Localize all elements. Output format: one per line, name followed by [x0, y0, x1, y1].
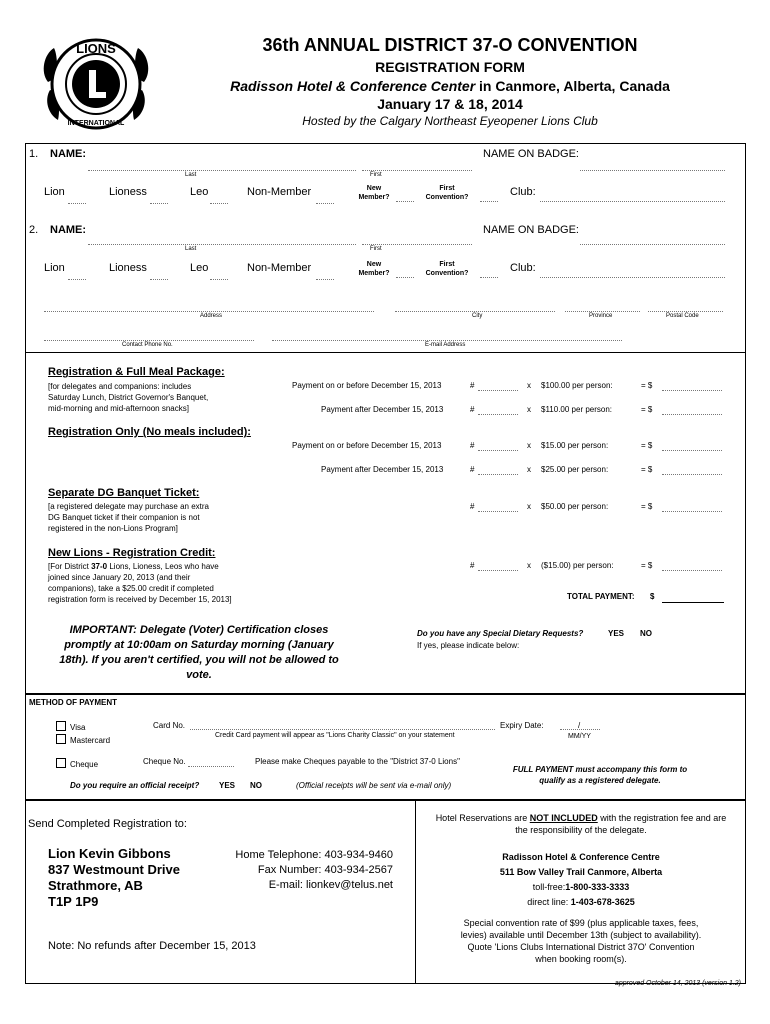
venue-location: in Canmore, Alberta, Canada [475, 78, 670, 94]
times: x [527, 561, 531, 570]
payment-title: METHOD OF PAYMENT [29, 698, 118, 707]
mastercard-option[interactable]: Mastercard [56, 734, 110, 745]
send-city: Strathmore, AB [48, 878, 143, 893]
new-lions-desc: [For District 37-0 Lions, Lioness, Leos who have joined since January 20, 2013 (and their companions), take a $25.00 credit if completed registration form is received by December 15, 2013] [48, 562, 232, 604]
full-meal-desc: [for delegates and companions: includes Saturday Lunch, District Governor's Banquet, mid-morning and mid-afternoon snacks] [48, 382, 209, 413]
dg-amount[interactable] [662, 511, 722, 512]
last-caption: Last [185, 246, 197, 252]
email-caption: E-mail Address [425, 342, 466, 348]
new-member-field[interactable] [396, 201, 414, 202]
reg-after-amount[interactable] [662, 474, 722, 475]
equals: = $ [641, 465, 653, 474]
new-lions-amount[interactable] [662, 570, 722, 571]
name-label: NAME: [50, 148, 87, 160]
dietary-no[interactable]: NO [640, 629, 652, 638]
cheque-option[interactable]: Cheque [56, 758, 98, 769]
lion-field[interactable] [68, 203, 86, 204]
new-lions-price: ($15.00) per person: [541, 561, 614, 570]
cheque-note: Please make Cheques payable to the "District 37-0 Lions" [255, 757, 460, 766]
first-name-field[interactable] [362, 170, 472, 171]
new-lions-qty[interactable] [478, 570, 518, 571]
full-after-qty[interactable] [478, 414, 518, 415]
receipt-note: (Official receipts will be sent via e-mail only) [296, 781, 452, 790]
full-after-label: Payment after December 15, 2013 [321, 405, 444, 414]
nonmember-option: Non-Member [247, 186, 312, 198]
expiry-label: Expiry Date: [500, 721, 544, 730]
venue-name: Radisson Hotel & Conference Center [230, 78, 476, 94]
lioness-option: Lioness [109, 186, 147, 198]
hash: # [470, 465, 475, 474]
full-after-price: $110.00 per person: [541, 405, 613, 414]
lion-field[interactable] [68, 279, 86, 280]
approval-footer: approved October 14, 2013 (version 1.2) [614, 980, 741, 987]
reg-after-label: Payment after December 15, 2013 [321, 465, 444, 474]
dietary-question: Do you have any Special Dietary Requests? [417, 629, 584, 638]
reg-after-qty[interactable] [478, 474, 518, 475]
hotel-direct: 1-403-678-3625 [570, 897, 635, 907]
lioness-option: Lioness [109, 262, 147, 274]
full-payment-note: FULL PAYMENT must accompany this form to qualify as a registered delegate. [512, 765, 688, 785]
visa-checkbox[interactable] [56, 721, 66, 731]
attendee-number: 2. [29, 224, 39, 236]
address-caption: Address [200, 313, 223, 319]
lion-option: Lion [44, 262, 65, 274]
send-name: Lion Kevin Gibbons [48, 846, 171, 861]
hash: # [470, 502, 475, 511]
dg-qty[interactable] [478, 511, 518, 512]
contact-phone-field[interactable] [44, 340, 254, 341]
send-label: Send Completed Registration to: [28, 818, 187, 830]
new-member-label: New Member? [358, 261, 390, 277]
receipt-yes[interactable]: YES [219, 781, 236, 790]
page-title: 36th ANNUAL DISTRICT 37-O CONVENTION [262, 35, 638, 55]
full-before-qty[interactable] [478, 390, 518, 391]
venue-line [170, 78, 730, 94]
full-before-price: $100.00 per person: [541, 381, 613, 390]
first-convention-label: First Convention? [425, 185, 469, 201]
first-convention-field[interactable] [480, 201, 498, 202]
nonmember-option: Non-Member [247, 262, 312, 274]
club-label: Club: [510, 262, 536, 274]
receipt-no[interactable]: NO [250, 781, 262, 790]
svg-text:LIONS: LIONS [76, 41, 116, 56]
first-name-field[interactable] [362, 244, 472, 245]
cheque-no-field[interactable] [188, 766, 234, 767]
cheque-checkbox[interactable] [56, 758, 66, 768]
new-member-label: New Member? [358, 185, 390, 201]
first-convention-label: First Convention? [425, 261, 469, 277]
reg-after-price: $25.00 per person: [541, 465, 609, 474]
new-lions-title: New Lions - Registration Credit: [48, 547, 216, 559]
expiry-slash: / [578, 721, 581, 730]
hash: # [470, 381, 475, 390]
new-member-field[interactable] [396, 277, 414, 278]
card-no-field[interactable] [190, 729, 495, 730]
card-no-label: Card No. [153, 721, 186, 730]
email-field[interactable] [272, 340, 622, 341]
send-street: 837 Westmount Drive [48, 862, 180, 877]
equals: = $ [641, 405, 653, 414]
mmyy-caption: MM/YY [568, 733, 591, 740]
badge-name-field[interactable] [580, 170, 725, 171]
svg-text:INTERNATIONAL: INTERNATIONAL [67, 120, 125, 127]
full-meal-title: Registration & Full Meal Package: [48, 366, 225, 378]
hotel-name: Radisson Hotel & Conference Centre [502, 852, 660, 862]
equals: = $ [641, 561, 653, 570]
address-field[interactable] [44, 311, 374, 312]
receipt-question: Do you require an official receipt? [70, 781, 200, 790]
province-field[interactable] [565, 311, 640, 312]
postal-code-caption: Postal Code [666, 313, 699, 319]
hotel-contact: Radisson Hotel & Conference Centre 511 Bow Valley Trail Canmore, Alberta toll-free:1-800-333-3333 direct line: 1-403-678-3625 [499, 852, 663, 907]
email-address: E-mail: lionkev@telus.net [268, 879, 393, 891]
first-caption: First [370, 246, 382, 252]
lioness-field[interactable] [150, 279, 168, 280]
leo-option: Leo [190, 262, 209, 274]
name-label: NAME: [50, 224, 87, 236]
total-payment-label: TOTAL PAYMENT: [567, 592, 635, 601]
reg-before-price: $15.00 per person: [541, 441, 609, 450]
full-before-label: Payment on or before December 15, 2013 [292, 381, 442, 390]
full-after-amount[interactable] [662, 414, 722, 415]
first-caption: First [370, 172, 382, 178]
club-label: Club: [510, 186, 536, 198]
hosted-by: Hosted by the Calgary Northeast Eyeopener Lions Club [302, 114, 598, 128]
home-telephone: Home Telephone: 403-934-9460 [235, 849, 393, 861]
last-name-field[interactable] [88, 244, 356, 245]
badge-label: NAME ON BADGE: [483, 224, 579, 236]
cheque-no-label: Cheque No. [143, 757, 186, 766]
reg-before-label: Payment on or before December 15, 2013 [292, 441, 442, 450]
reg-only-title: Registration Only (No meals included): [48, 426, 251, 438]
registration-box [25, 143, 746, 694]
city-field[interactable] [395, 311, 555, 312]
important-notice: IMPORTANT: Delegate (Voter) Certification closes promptly at 10:00am on Saturday morning (January 18th). If you aren't certified, you will not be allowed to vote. [59, 624, 339, 681]
hotel-info: Hotel Reservations are NOT INCLUDED with the registration fee and are the responsibility of the delegate. [435, 813, 727, 835]
hotel-rate-note: Special convention rate of $99 (plus applicable taxes, fees, levies) available until December 13th (subject to availability). Quote 'Lions Clubs International District 37O' Convention when booking room(s). [460, 918, 702, 964]
dietary-indicate: If yes, please indicate below: [417, 641, 520, 650]
lion-option: Lion [44, 186, 65, 198]
times: x [527, 502, 531, 511]
dg-price: $50.00 per person: [541, 502, 609, 511]
form-subtitle: REGISTRATION FORM [375, 59, 525, 75]
event-dates: January 17 & 18, 2014 [377, 96, 523, 112]
times: x [527, 441, 531, 450]
postal-code-field[interactable] [648, 311, 723, 312]
dg-banquet-title: Separate DG Banquet Ticket: [48, 487, 200, 499]
last-name-field[interactable] [88, 170, 356, 171]
reg-before-amount[interactable] [662, 450, 722, 451]
cc-note: Credit Card payment will appear as "Lions Charity Classic" on your statement [215, 732, 455, 739]
club-field[interactable] [540, 277, 725, 278]
equals: = $ [641, 381, 653, 390]
total-payment-field[interactable] [662, 602, 724, 603]
times: x [527, 381, 531, 390]
hash: # [470, 561, 475, 570]
nonmember-field[interactable] [316, 279, 334, 280]
leo-field[interactable] [210, 203, 228, 204]
club-field[interactable] [540, 201, 725, 202]
lions-logo [40, 34, 152, 134]
full-before-amount[interactable] [662, 390, 722, 391]
attendee-number: 1. [29, 148, 39, 160]
hotel-address: 511 Bow Valley Trail Canmore, Alberta [499, 867, 663, 877]
equals: = $ [641, 502, 653, 511]
last-caption: Last [185, 172, 197, 178]
city-caption: City [472, 313, 483, 319]
dietary-yes[interactable]: YES [608, 629, 625, 638]
send-contact [200, 848, 393, 893]
hotel-tollfree: 1-800-333-3333 [565, 882, 630, 892]
contact-phone-caption: Contact Phone No. [122, 342, 173, 348]
province-caption: Province [589, 313, 613, 319]
first-convention-field[interactable] [480, 277, 498, 278]
hash: # [470, 405, 475, 414]
fax-number: Fax Number: 403-934-2567 [257, 864, 393, 876]
mastercard-checkbox[interactable] [56, 734, 66, 744]
equals: = $ [641, 441, 653, 450]
refund-note: Note: No refunds after December 15, 2013 [48, 940, 256, 952]
times: x [527, 465, 531, 474]
reg-before-qty[interactable] [478, 450, 518, 451]
send-address [48, 846, 180, 910]
times: x [527, 405, 531, 414]
leo-option: Leo [190, 186, 209, 198]
dg-banquet-desc: [a registered delegate may purchase an extra DG Banquet ticket if their companion is not registered in the non-Lions Program] [48, 502, 209, 533]
expiry-field[interactable] [560, 729, 600, 730]
total-dollar: $ [650, 592, 655, 601]
leo-field[interactable] [210, 279, 228, 280]
section-divider [25, 352, 746, 353]
badge-label: NAME ON BADGE: [483, 148, 579, 160]
visa-option[interactable]: Visa [56, 721, 85, 732]
hash: # [470, 441, 475, 450]
lioness-field[interactable] [150, 203, 168, 204]
send-postal: T1P 1P9 [48, 894, 99, 909]
nonmember-field[interactable] [316, 203, 334, 204]
badge-name-field[interactable] [580, 244, 725, 245]
